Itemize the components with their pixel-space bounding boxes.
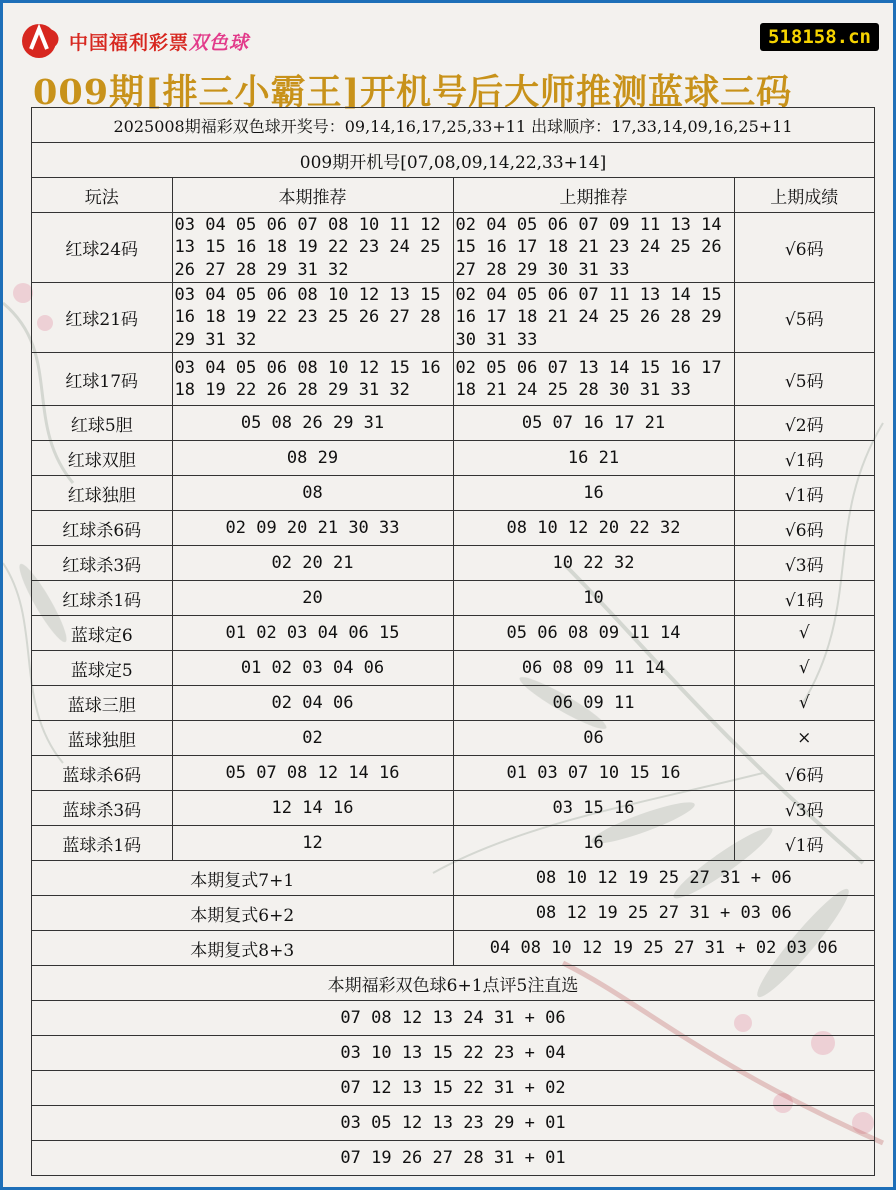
table-row — [32, 686, 875, 721]
row-method: 蓝球杀3码 — [32, 791, 173, 826]
row-method: 红球双胆 — [32, 441, 173, 476]
row-result: √6码 — [734, 756, 875, 791]
row-previous: 06 — [453, 721, 734, 756]
pick-numbers: 07 19 26 27 28 31 + 01 — [32, 1141, 875, 1176]
row-result: × — [734, 721, 875, 756]
row-method: 蓝球定5 — [32, 651, 173, 686]
row-previous: 10 — [453, 581, 734, 616]
row-current: 03 04 05 06 07 08 10 11 12 13 15 16 18 19 22 23 24 25 26 27 28 29 31 32 — [172, 213, 453, 283]
compound-numbers: 08 12 19 25 27 31 + 03 06 — [453, 896, 875, 931]
table-row — [32, 756, 875, 791]
row-result: √1码 — [734, 826, 875, 861]
pick-row — [32, 1106, 875, 1141]
row-current: 12 — [172, 826, 453, 861]
table-row — [32, 213, 875, 283]
table-row — [32, 546, 875, 581]
row-result: √ — [734, 651, 875, 686]
table-row — [32, 581, 875, 616]
row-previous: 05 07 16 17 21 — [453, 406, 734, 441]
header-result: 上期成绩 — [734, 178, 875, 213]
row-current: 02 04 06 — [172, 686, 453, 721]
machine-numbers-row — [32, 143, 875, 178]
row-current: 05 08 26 29 31 — [172, 406, 453, 441]
row-current: 12 14 16 — [172, 791, 453, 826]
header-previous: 上期推荐 — [453, 178, 734, 213]
row-previous: 01 03 07 10 15 16 — [453, 756, 734, 791]
row-current: 03 04 05 06 08 10 12 15 16 18 19 22 26 28 29 31 32 — [172, 353, 453, 406]
row-previous: 02 05 06 07 13 14 15 16 17 18 21 24 25 28 30 31 33 — [453, 353, 734, 406]
row-result: √3码 — [734, 546, 875, 581]
table-row — [32, 283, 875, 353]
table-row — [32, 651, 875, 686]
row-method: 红球24码 — [32, 213, 173, 283]
compound-numbers: 04 08 10 12 19 25 27 31 + 02 03 06 — [453, 931, 875, 966]
row-result: √6码 — [734, 511, 875, 546]
compound-row — [32, 861, 875, 896]
row-current: 01 02 03 04 06 — [172, 651, 453, 686]
lottery-logo — [19, 21, 249, 61]
pick-numbers: 07 08 12 13 24 31 + 06 — [32, 1001, 875, 1036]
table-row — [32, 721, 875, 756]
compound-label: 本期复式7+1 — [32, 861, 454, 896]
row-previous: 06 09 11 — [453, 686, 734, 721]
pick-row — [32, 1071, 875, 1106]
compound-label: 本期复式8+3 — [32, 931, 454, 966]
row-method: 红球17码 — [32, 353, 173, 406]
row-method: 蓝球三胆 — [32, 686, 173, 721]
row-method: 红球杀6码 — [32, 511, 173, 546]
row-previous: 16 21 — [453, 441, 734, 476]
compound-row — [32, 931, 875, 966]
welfare-lottery-icon — [19, 21, 65, 61]
row-current: 20 — [172, 581, 453, 616]
table-row — [32, 406, 875, 441]
header-method: 玩法 — [32, 178, 173, 213]
row-previous: 03 15 16 — [453, 791, 734, 826]
row-method: 蓝球杀6码 — [32, 756, 173, 791]
row-current: 03 04 05 06 08 10 12 13 15 16 18 19 22 23 25 26 27 28 29 31 32 — [172, 283, 453, 353]
row-method: 蓝球独胆 — [32, 721, 173, 756]
pick-row — [32, 1036, 875, 1071]
row-method: 红球独胆 — [32, 476, 173, 511]
table-row — [32, 511, 875, 546]
row-previous: 08 10 12 20 22 32 — [453, 511, 734, 546]
row-current: 02 — [172, 721, 453, 756]
row-method: 蓝球定6 — [32, 616, 173, 651]
table-row — [32, 826, 875, 861]
table-row — [32, 353, 875, 406]
compound-numbers: 08 10 12 19 25 27 31 + 06 — [453, 861, 875, 896]
pick-numbers: 07 12 13 15 22 31 + 02 — [32, 1071, 875, 1106]
picks-title: 本期福彩双色球6+1点评5注直选 — [32, 966, 875, 1001]
row-previous: 05 06 08 09 11 14 — [453, 616, 734, 651]
row-current: 01 02 03 04 06 15 — [172, 616, 453, 651]
row-result: √3码 — [734, 791, 875, 826]
draw-info-row — [32, 108, 875, 143]
row-result: √1码 — [734, 581, 875, 616]
row-current: 08 — [172, 476, 453, 511]
row-result: √5码 — [734, 283, 875, 353]
row-previous: 16 — [453, 476, 734, 511]
row-result: √1码 — [734, 441, 875, 476]
page-title: 009期[排三小霸王]开机号后大师推测蓝球三码 — [33, 72, 793, 113]
row-method: 红球杀3码 — [32, 546, 173, 581]
table-row — [32, 791, 875, 826]
row-previous: 02 04 05 06 07 09 11 13 14 15 16 17 18 21 23 24 25 26 27 28 29 30 31 33 — [453, 213, 734, 283]
compound-label: 本期复式6+2 — [32, 896, 454, 931]
pick-row — [32, 1001, 875, 1036]
logo-text: 中国福利彩票双色球 — [69, 31, 250, 54]
prediction-table — [31, 107, 875, 1176]
row-result: √ — [734, 616, 875, 651]
header-current: 本期推荐 — [172, 178, 453, 213]
row-current: 08 29 — [172, 441, 453, 476]
row-previous: 16 — [453, 826, 734, 861]
row-result: √ — [734, 686, 875, 721]
row-result: √5码 — [734, 353, 875, 406]
pick-row — [32, 1141, 875, 1176]
row-previous: 10 22 32 — [453, 546, 734, 581]
draw-info: 2025008期福彩双色球开奖号：09,14,16,17,25,33+11 出球顺序：17,33,14,09,16,25+11 — [32, 108, 875, 143]
row-result: √2码 — [734, 406, 875, 441]
header-row — [32, 178, 875, 213]
machine-numbers: 009期开机号[07,08,09,14,22,33+14] — [32, 143, 875, 178]
row-method: 红球杀1码 — [32, 581, 173, 616]
table-row — [32, 616, 875, 651]
row-current: 02 20 21 — [172, 546, 453, 581]
row-method: 蓝球杀1码 — [32, 826, 173, 861]
site-badge: 518158.cn — [760, 23, 879, 51]
row-previous: 06 08 09 11 14 — [453, 651, 734, 686]
row-current: 05 07 08 12 14 16 — [172, 756, 453, 791]
compound-row — [32, 896, 875, 931]
row-previous: 02 04 05 06 07 11 13 14 15 16 17 18 21 24 25 26 28 29 30 31 33 — [453, 283, 734, 353]
row-method: 红球5胆 — [32, 406, 173, 441]
row-current: 02 09 20 21 30 33 — [172, 511, 453, 546]
pick-numbers: 03 05 12 13 23 29 + 01 — [32, 1106, 875, 1141]
row-result: √1码 — [734, 476, 875, 511]
table-row — [32, 476, 875, 511]
picks-title-row — [32, 966, 875, 1001]
row-method: 红球21码 — [32, 283, 173, 353]
table-row — [32, 441, 875, 476]
row-result: √6码 — [734, 213, 875, 283]
pick-numbers: 03 10 13 15 22 23 + 04 — [32, 1036, 875, 1071]
